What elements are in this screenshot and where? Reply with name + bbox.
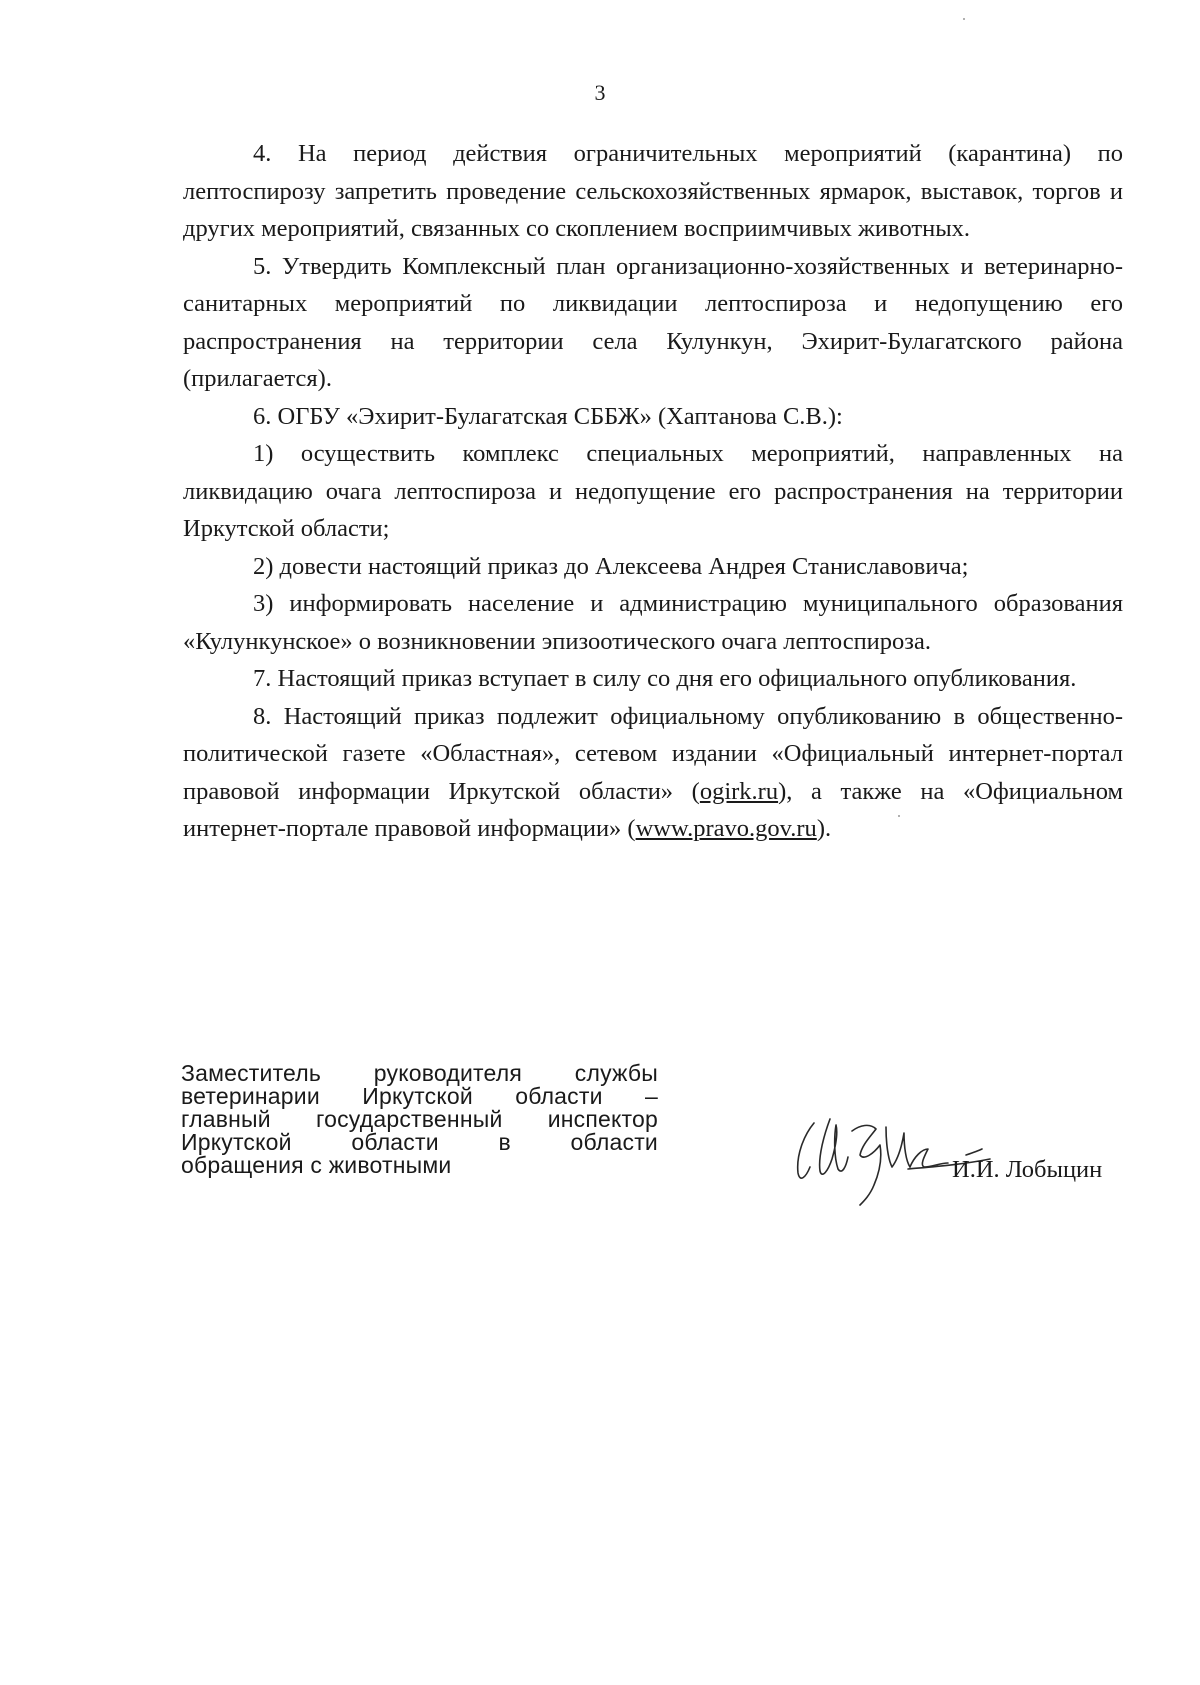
- paragraph-7: 7. Настоящий приказ вступает в силу со дня его официального опубликования.: [253, 665, 1077, 692]
- paragraph-8-text-start: 8. Настоящий приказ подлежит официальному опубликованию в общественно-политической газете «Областная», сетевом издании «Официальный интернет-портал правовой информации Иркутской области» (: [183, 702, 1123, 805]
- signer-position-line: обращения с животными: [181, 1152, 452, 1178]
- scan-speck: [898, 815, 900, 817]
- paragraph-8-text-middle: ), а также на «Официальном интернет-портале правовой информации» (: [183, 777, 1123, 842]
- paragraph-6-item-3: 3) информировать население и администрацию муниципального образования «Кулункунское» о возникновении эпизоотического очага лептоспироза.: [183, 590, 1123, 655]
- pravo-gov-link[interactable]: www.pravo.gov.ru: [635, 815, 817, 842]
- signer-position-line: Заместитель руководителя службы: [181, 1060, 658, 1086]
- page-number: 3: [594, 80, 606, 105]
- signer-position: [181, 1062, 658, 1177]
- scan-speck: [963, 18, 965, 20]
- paragraph-6: 6. ОГБУ «Эхирит-Булагатская СББЖ» (Хаптанова С.В.):: [253, 402, 843, 430]
- paragraph-4: 4. На период действия ограничительных мероприятий (карантина) по лептоспирозу запретить проведение сельскохозяйственных ярмарок, выставок, торгов и других мероприятий, связанных со скоплением восприимчивых животных.: [183, 140, 1123, 242]
- paragraph-6-item-1: 1) осуществить комплекс специальных мероприятий, направленных на ликвидацию очага лептоспироза и недопущение его распространения на территории Иркутской области;: [183, 440, 1123, 542]
- paragraph-8-text-end: ).: [816, 815, 832, 842]
- signer-position-line: Иркутской области в области: [181, 1129, 658, 1155]
- ogirk-link[interactable]: ogirk.ru: [699, 777, 779, 805]
- order-body: [183, 135, 1123, 848]
- paragraph-5: 5. Утвердить Комплексный план организационно-хозяйственных и ветеринарно-санитарных мероприятий по ликвидации лептоспироза и недопущению его распространения на территории села Кулункун, Эхирит-Булагатского района (прилагается).: [183, 252, 1123, 392]
- signer-position-line: главный государственный инспектор: [181, 1106, 658, 1132]
- paragraph-6-item-2: 2) довести настоящий приказ до Алексеева Андрея Станиславовича;: [253, 552, 969, 580]
- paragraph-8: [183, 698, 1123, 848]
- signer-name: И.И. Лобыцин: [952, 1156, 1103, 1183]
- signer-position-line: ветеринарии Иркутской области –: [181, 1083, 658, 1109]
